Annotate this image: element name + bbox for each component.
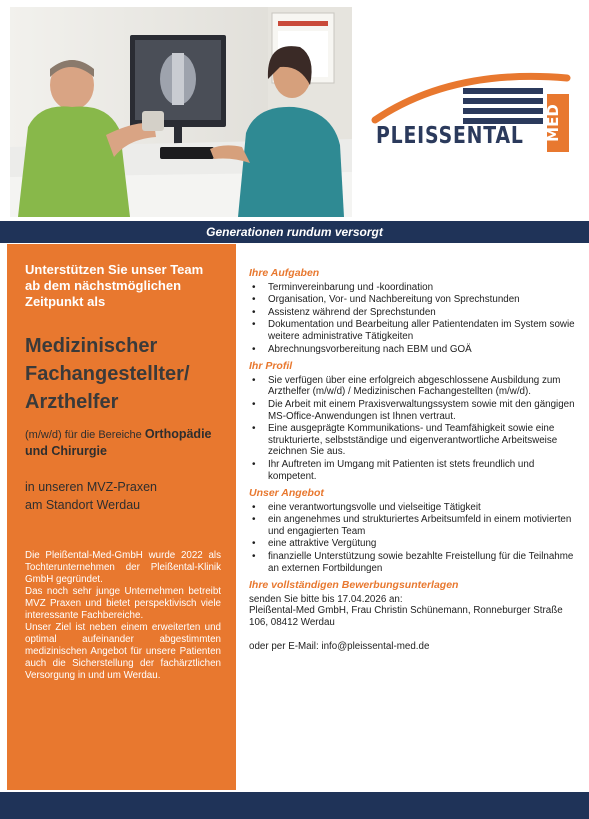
right-column (249, 268, 576, 652)
tasks-heading: Ihre Aufgaben (249, 267, 320, 279)
location-line: am Standort Werdau (25, 498, 141, 512)
list-item: • Organisation, Vor- und Nachbereitung von Sprechstunden (249, 294, 576, 306)
about-paragraph: Unser Ziel ist neben einem erweiterten und optimal aufeinander abgestimmten medizinischen Angebot für unsere Patienten auch die Sicherstellung der fachärztlichen Versorgung in und um Werdau. (25, 622, 221, 681)
job-title-line: Medizinischer (25, 335, 158, 357)
logo-wordmark: PLEISSENTAL (376, 123, 524, 149)
header-photo (10, 7, 352, 217)
offer-heading: Unser Angebot (249, 487, 324, 500)
job-title-line: Fachangestellter/ (25, 363, 190, 385)
profile-list (249, 375, 576, 482)
tasks-list (249, 282, 576, 356)
list-item: • finanzielle Unterstützung sowie bezahlte Freistellung für die Teilnahme an externen Fortbildungen (249, 551, 576, 574)
logo-med-text: MED (544, 104, 562, 142)
lead-text: Unterstützen Sie unser Team ab dem nächstmöglichen Zeitpunkt als (25, 262, 204, 309)
footer-bar (0, 792, 589, 819)
list-item: • Assistenz während der Sprechstunden (249, 307, 576, 319)
profile-heading: Ihr Profil (249, 360, 293, 373)
offer-list (249, 502, 576, 575)
location-line: in unseren MVZ-Praxen (25, 480, 158, 494)
scope-departments: Orthopädie und Chirurgie (25, 427, 212, 458)
job-location (25, 478, 221, 514)
job-title-line: Arzthelfer (25, 391, 119, 413)
left-panel (7, 244, 236, 790)
list-item: • ein angenehmes und strukturiertes Arbeitsumfeld in einem motivierten und engagierten Team (249, 514, 576, 537)
list-item: • Abrechnungsvorbereitung nach EBM und GOÄ (249, 344, 576, 356)
company-logo (367, 70, 577, 166)
list-item: • eine attraktive Vergütung (249, 538, 576, 550)
slogan-banner: Generationen rundum versorgt (0, 221, 589, 243)
about-company (25, 550, 221, 682)
application-heading: Ihre vollständigen Bewerbungsunterlagen (249, 579, 459, 592)
job-title (25, 332, 221, 416)
list-item: • Terminvereinbarung und -koordination (249, 282, 576, 294)
job-scope (25, 426, 221, 460)
application-address: Pleißental-Med GmbH, Frau Christin Schünemann, Ronneburger Straße 106, 08412 Werdau (249, 605, 563, 629)
list-item: • Dokumentation und Bearbeitung aller Patientendaten im System sowie weitere administrative Tätigkeiten (249, 319, 576, 342)
list-item: • Die Arbeit mit einem Praxisverwaltungssystem sowie mit den gängigen MS-Office-Anwendungen ist Ihnen vertraut. (249, 399, 576, 422)
list-item: • Sie verfügen über eine erfolgreich abgeschlossene Ausbildung zum Arzthelfer (m/w/d) / Medizinischen Fachangestellten (m/w/d). (249, 375, 576, 398)
application-email[interactable]: oder per E-Mail: info@pleissental-med.de (249, 640, 430, 652)
list-item: • Eine ausgeprägte Kommunikations- und Teamfähigkeit sowie eine strukturierte, selbstständige und eigenverantwortliche Arbeitsweise zeichnen Sie aus. (249, 423, 576, 458)
list-item: • eine verantwortungsvolle und vielseitige Tätigkeit (249, 502, 576, 514)
about-paragraph: Das noch sehr junge Unternehmen betreibt MVZ Praxen und bietet perspektivisch viele interessante Fachbereiche. (25, 586, 221, 621)
list-item: • Ihr Auftreten im Umgang mit Patienten ist stets freundlich und kompetent. (249, 459, 576, 482)
about-paragraph: Die Pleißental-Med-GmbH wurde 2022 als Tochterunternehmen der Pleißental-Klinik GmbH gegründet. (25, 550, 221, 585)
application-deadline: senden Sie bitte bis 17.04.2026 an: (249, 593, 403, 605)
scope-prefix: (m/w/d) für die Bereiche (25, 429, 145, 441)
